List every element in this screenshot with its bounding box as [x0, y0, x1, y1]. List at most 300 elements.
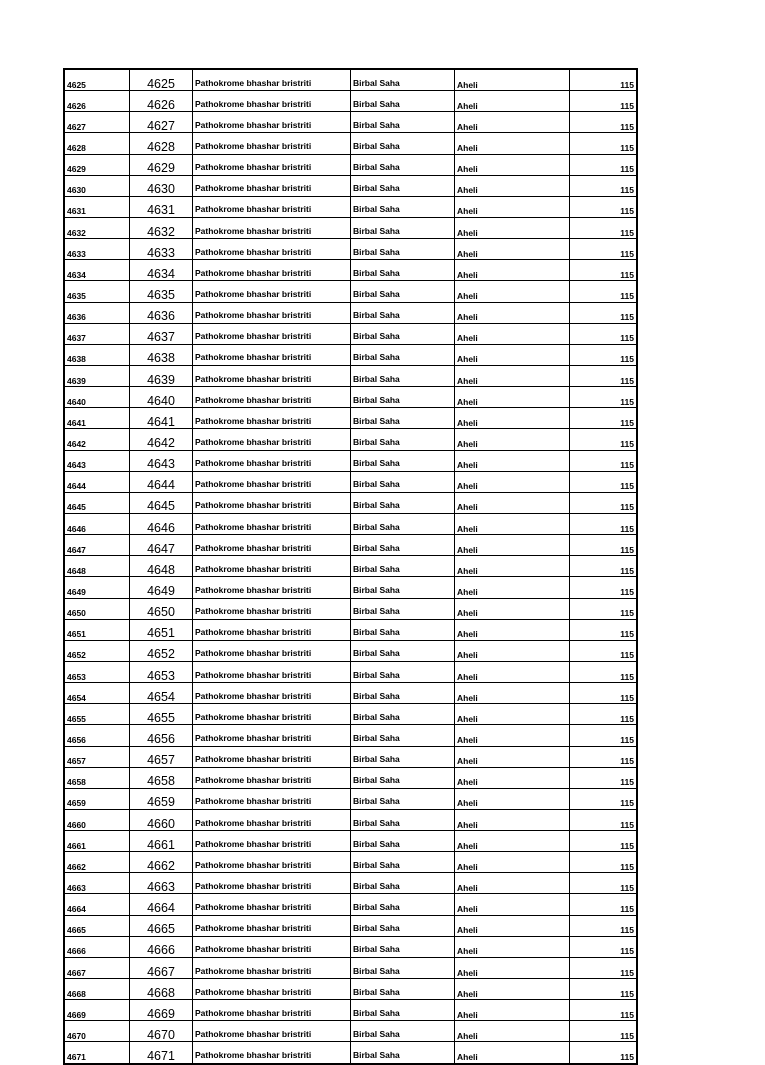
author-cell: Birbal Saha: [351, 894, 455, 915]
accession-number-cell: 4637: [64, 323, 130, 344]
publisher-cell: Aheli: [455, 91, 570, 112]
accession-number-cell: 4632: [64, 217, 130, 238]
serial-number-cell: 4652: [130, 640, 193, 661]
table-row: [64, 154, 637, 175]
author-cell: Birbal Saha: [351, 556, 455, 577]
accession-number-cell: 4655: [64, 704, 130, 725]
accession-number-cell: 4666: [64, 936, 130, 957]
book-title-cell: Pathokrome bhashar bristriti: [193, 69, 351, 91]
author-cell: Birbal Saha: [351, 809, 455, 830]
serial-number-cell: 4637: [130, 323, 193, 344]
serial-number-cell: 4629: [130, 154, 193, 175]
accession-number-cell: 4625: [64, 69, 130, 91]
accession-number-cell: 4646: [64, 513, 130, 534]
table-row: [64, 746, 637, 767]
author-cell: Birbal Saha: [351, 175, 455, 196]
publisher-cell: Aheli: [455, 112, 570, 133]
price-cell: 115: [570, 471, 638, 492]
serial-number-cell: 4666: [130, 936, 193, 957]
serial-number-cell: 4634: [130, 260, 193, 281]
publisher-cell: Aheli: [455, 1042, 570, 1064]
table-row: [64, 788, 637, 809]
serial-number-cell: 4638: [130, 344, 193, 365]
author-cell: Birbal Saha: [351, 661, 455, 682]
book-title-cell: Pathokrome bhashar bristriti: [193, 387, 351, 408]
publisher-cell: Aheli: [455, 260, 570, 281]
accession-number-cell: 4653: [64, 661, 130, 682]
price-cell: 115: [570, 1000, 638, 1021]
author-cell: Birbal Saha: [351, 683, 455, 704]
serial-number-cell: 4663: [130, 873, 193, 894]
table-row: [64, 365, 637, 386]
accession-number-cell: 4662: [64, 852, 130, 873]
author-cell: Birbal Saha: [351, 957, 455, 978]
publisher-cell: Aheli: [455, 746, 570, 767]
book-title-cell: Pathokrome bhashar bristriti: [193, 281, 351, 302]
author-cell: Birbal Saha: [351, 831, 455, 852]
publisher-cell: Aheli: [455, 408, 570, 429]
book-title-cell: Pathokrome bhashar bristriti: [193, 133, 351, 154]
book-title-cell: Pathokrome bhashar bristriti: [193, 640, 351, 661]
serial-number-cell: 4656: [130, 725, 193, 746]
publisher-cell: Aheli: [455, 640, 570, 661]
serial-number-cell: 4650: [130, 598, 193, 619]
publisher-cell: Aheli: [455, 577, 570, 598]
accession-number-cell: 4629: [64, 154, 130, 175]
serial-number-cell: 4668: [130, 979, 193, 1000]
accession-number-cell: 4648: [64, 556, 130, 577]
price-cell: 115: [570, 387, 638, 408]
publisher-cell: Aheli: [455, 450, 570, 471]
table-row: [64, 1000, 637, 1021]
serial-number-cell: 4639: [130, 365, 193, 386]
serial-number-cell: 4636: [130, 302, 193, 323]
price-cell: 115: [570, 365, 638, 386]
price-cell: 115: [570, 852, 638, 873]
table-row: [64, 957, 637, 978]
table-row: [64, 577, 637, 598]
accession-number-cell: 4671: [64, 1042, 130, 1064]
accession-number-cell: 4626: [64, 91, 130, 112]
publisher-cell: Aheli: [455, 133, 570, 154]
book-title-cell: Pathokrome bhashar bristriti: [193, 239, 351, 260]
author-cell: Birbal Saha: [351, 281, 455, 302]
accession-number-cell: 4645: [64, 492, 130, 513]
accession-number-cell: 4663: [64, 873, 130, 894]
table-row: [64, 69, 637, 91]
publisher-cell: Aheli: [455, 239, 570, 260]
author-cell: Birbal Saha: [351, 513, 455, 534]
price-cell: 115: [570, 957, 638, 978]
publisher-cell: Aheli: [455, 217, 570, 238]
price-cell: 115: [570, 556, 638, 577]
author-cell: Birbal Saha: [351, 979, 455, 1000]
publisher-cell: Aheli: [455, 598, 570, 619]
serial-number-cell: 4659: [130, 788, 193, 809]
publisher-cell: Aheli: [455, 492, 570, 513]
publisher-cell: Aheli: [455, 387, 570, 408]
serial-number-cell: 4628: [130, 133, 193, 154]
table-row: [64, 894, 637, 915]
serial-number-cell: 4632: [130, 217, 193, 238]
book-title-cell: Pathokrome bhashar bristriti: [193, 112, 351, 133]
author-cell: Birbal Saha: [351, 577, 455, 598]
price-cell: 115: [570, 619, 638, 640]
book-list-table: [63, 68, 638, 1065]
price-cell: 115: [570, 1021, 638, 1042]
publisher-cell: Aheli: [455, 69, 570, 91]
table-row: [64, 408, 637, 429]
publisher-cell: Aheli: [455, 154, 570, 175]
publisher-cell: Aheli: [455, 281, 570, 302]
price-cell: 115: [570, 535, 638, 556]
serial-number-cell: 4651: [130, 619, 193, 640]
serial-number-cell: 4671: [130, 1042, 193, 1064]
book-title-cell: Pathokrome bhashar bristriti: [193, 408, 351, 429]
accession-number-cell: 4633: [64, 239, 130, 260]
author-cell: Birbal Saha: [351, 260, 455, 281]
book-title-cell: Pathokrome bhashar bristriti: [193, 450, 351, 471]
table-row: [64, 683, 637, 704]
table-row: [64, 936, 637, 957]
publisher-cell: Aheli: [455, 767, 570, 788]
author-cell: Birbal Saha: [351, 492, 455, 513]
author-cell: Birbal Saha: [351, 450, 455, 471]
price-cell: 115: [570, 133, 638, 154]
accession-number-cell: 4635: [64, 281, 130, 302]
accession-number-cell: 4630: [64, 175, 130, 196]
table-row: [64, 323, 637, 344]
publisher-cell: Aheli: [455, 957, 570, 978]
serial-number-cell: 4664: [130, 894, 193, 915]
publisher-cell: Aheli: [455, 936, 570, 957]
author-cell: Birbal Saha: [351, 323, 455, 344]
accession-number-cell: 4643: [64, 450, 130, 471]
price-cell: 115: [570, 936, 638, 957]
accession-number-cell: 4667: [64, 957, 130, 978]
author-cell: Birbal Saha: [351, 387, 455, 408]
table-row: [64, 704, 637, 725]
publisher-cell: Aheli: [455, 1021, 570, 1042]
author-cell: Birbal Saha: [351, 535, 455, 556]
publisher-cell: Aheli: [455, 302, 570, 323]
book-title-cell: Pathokrome bhashar bristriti: [193, 154, 351, 175]
table-row: [64, 852, 637, 873]
accession-number-cell: 4654: [64, 683, 130, 704]
author-cell: Birbal Saha: [351, 598, 455, 619]
book-title-cell: Pathokrome bhashar bristriti: [193, 1000, 351, 1021]
book-title-cell: Pathokrome bhashar bristriti: [193, 788, 351, 809]
publisher-cell: Aheli: [455, 429, 570, 450]
table-row: [64, 302, 637, 323]
serial-number-cell: 4627: [130, 112, 193, 133]
author-cell: Birbal Saha: [351, 133, 455, 154]
author-cell: Birbal Saha: [351, 239, 455, 260]
accession-number-cell: 4668: [64, 979, 130, 1000]
author-cell: Birbal Saha: [351, 1000, 455, 1021]
publisher-cell: Aheli: [455, 196, 570, 217]
accession-number-cell: 4642: [64, 429, 130, 450]
serial-number-cell: 4646: [130, 513, 193, 534]
author-cell: Birbal Saha: [351, 69, 455, 91]
accession-number-cell: 4627: [64, 112, 130, 133]
author-cell: Birbal Saha: [351, 344, 455, 365]
book-title-cell: Pathokrome bhashar bristriti: [193, 936, 351, 957]
author-cell: Birbal Saha: [351, 365, 455, 386]
book-title-cell: Pathokrome bhashar bristriti: [193, 1042, 351, 1064]
accession-number-cell: 4641: [64, 408, 130, 429]
table-row: [64, 239, 637, 260]
author-cell: Birbal Saha: [351, 640, 455, 661]
book-title-cell: Pathokrome bhashar bristriti: [193, 957, 351, 978]
book-title-cell: Pathokrome bhashar bristriti: [193, 767, 351, 788]
publisher-cell: Aheli: [455, 873, 570, 894]
book-title-cell: Pathokrome bhashar bristriti: [193, 344, 351, 365]
price-cell: 115: [570, 894, 638, 915]
book-title-cell: Pathokrome bhashar bristriti: [193, 323, 351, 344]
book-title-cell: Pathokrome bhashar bristriti: [193, 661, 351, 682]
book-title-cell: Pathokrome bhashar bristriti: [193, 809, 351, 830]
book-title-cell: Pathokrome bhashar bristriti: [193, 260, 351, 281]
author-cell: Birbal Saha: [351, 746, 455, 767]
table-row: [64, 260, 637, 281]
book-title-cell: Pathokrome bhashar bristriti: [193, 619, 351, 640]
price-cell: 115: [570, 577, 638, 598]
author-cell: Birbal Saha: [351, 112, 455, 133]
table-row: [64, 556, 637, 577]
price-cell: 115: [570, 809, 638, 830]
price-cell: 115: [570, 513, 638, 534]
serial-number-cell: 4658: [130, 767, 193, 788]
accession-number-cell: 4628: [64, 133, 130, 154]
accession-number-cell: 4631: [64, 196, 130, 217]
publisher-cell: Aheli: [455, 809, 570, 830]
table-row: [64, 429, 637, 450]
price-cell: 115: [570, 788, 638, 809]
table-row: [64, 619, 637, 640]
book-title-cell: Pathokrome bhashar bristriti: [193, 683, 351, 704]
accession-number-cell: 4647: [64, 535, 130, 556]
book-title-cell: Pathokrome bhashar bristriti: [193, 894, 351, 915]
accession-number-cell: 4638: [64, 344, 130, 365]
table-row: [64, 535, 637, 556]
accession-number-cell: 4657: [64, 746, 130, 767]
author-cell: Birbal Saha: [351, 1021, 455, 1042]
table-row: [64, 1021, 637, 1042]
serial-number-cell: 4660: [130, 809, 193, 830]
table-row: [64, 809, 637, 830]
publisher-cell: Aheli: [455, 513, 570, 534]
price-cell: 115: [570, 154, 638, 175]
price-cell: 115: [570, 1042, 638, 1064]
serial-number-cell: 4649: [130, 577, 193, 598]
accession-number-cell: 4640: [64, 387, 130, 408]
price-cell: 115: [570, 91, 638, 112]
table-row: [64, 91, 637, 112]
table-row: [64, 513, 637, 534]
price-cell: 115: [570, 175, 638, 196]
table-row: [64, 175, 637, 196]
table-row: [64, 725, 637, 746]
price-cell: 115: [570, 598, 638, 619]
publisher-cell: Aheli: [455, 831, 570, 852]
author-cell: Birbal Saha: [351, 302, 455, 323]
table-row: [64, 640, 637, 661]
accession-number-cell: 4652: [64, 640, 130, 661]
price-cell: 115: [570, 640, 638, 661]
book-title-cell: Pathokrome bhashar bristriti: [193, 91, 351, 112]
table-row: [64, 281, 637, 302]
table-body: [64, 69, 637, 1064]
serial-number-cell: 4669: [130, 1000, 193, 1021]
serial-number-cell: 4654: [130, 683, 193, 704]
publisher-cell: Aheli: [455, 323, 570, 344]
price-cell: 115: [570, 746, 638, 767]
serial-number-cell: 4648: [130, 556, 193, 577]
serial-number-cell: 4642: [130, 429, 193, 450]
book-title-cell: Pathokrome bhashar bristriti: [193, 831, 351, 852]
accession-number-cell: 4658: [64, 767, 130, 788]
accession-number-cell: 4650: [64, 598, 130, 619]
serial-number-cell: 4662: [130, 852, 193, 873]
price-cell: 115: [570, 661, 638, 682]
table-row: [64, 831, 637, 852]
author-cell: Birbal Saha: [351, 619, 455, 640]
price-cell: 115: [570, 831, 638, 852]
author-cell: Birbal Saha: [351, 936, 455, 957]
book-title-cell: Pathokrome bhashar bristriti: [193, 598, 351, 619]
author-cell: Birbal Saha: [351, 217, 455, 238]
accession-number-cell: 4636: [64, 302, 130, 323]
serial-number-cell: 4657: [130, 746, 193, 767]
book-title-cell: Pathokrome bhashar bristriti: [193, 302, 351, 323]
price-cell: 115: [570, 450, 638, 471]
author-cell: Birbal Saha: [351, 471, 455, 492]
serial-number-cell: 4640: [130, 387, 193, 408]
author-cell: Birbal Saha: [351, 852, 455, 873]
serial-number-cell: 4645: [130, 492, 193, 513]
accession-number-cell: 4651: [64, 619, 130, 640]
accession-number-cell: 4661: [64, 831, 130, 852]
book-title-cell: Pathokrome bhashar bristriti: [193, 492, 351, 513]
author-cell: Birbal Saha: [351, 725, 455, 746]
book-title-cell: Pathokrome bhashar bristriti: [193, 429, 351, 450]
price-cell: 115: [570, 196, 638, 217]
accession-number-cell: 4669: [64, 1000, 130, 1021]
author-cell: Birbal Saha: [351, 915, 455, 936]
book-title-cell: Pathokrome bhashar bristriti: [193, 1021, 351, 1042]
price-cell: 115: [570, 239, 638, 260]
author-cell: Birbal Saha: [351, 429, 455, 450]
serial-number-cell: 4655: [130, 704, 193, 725]
table-row: [64, 492, 637, 513]
accession-number-cell: 4656: [64, 725, 130, 746]
book-title-cell: Pathokrome bhashar bristriti: [193, 471, 351, 492]
author-cell: Birbal Saha: [351, 767, 455, 788]
book-title-cell: Pathokrome bhashar bristriti: [193, 175, 351, 196]
serial-number-cell: 4635: [130, 281, 193, 302]
accession-number-cell: 4659: [64, 788, 130, 809]
table-row: [64, 873, 637, 894]
serial-number-cell: 4641: [130, 408, 193, 429]
publisher-cell: Aheli: [455, 619, 570, 640]
serial-number-cell: 4633: [130, 239, 193, 260]
book-title-cell: Pathokrome bhashar bristriti: [193, 196, 351, 217]
publisher-cell: Aheli: [455, 661, 570, 682]
price-cell: 115: [570, 725, 638, 746]
publisher-cell: Aheli: [455, 556, 570, 577]
book-title-cell: Pathokrome bhashar bristriti: [193, 535, 351, 556]
serial-number-cell: 4653: [130, 661, 193, 682]
accession-number-cell: 4664: [64, 894, 130, 915]
table-row: [64, 196, 637, 217]
publisher-cell: Aheli: [455, 344, 570, 365]
accession-number-cell: 4644: [64, 471, 130, 492]
table-row: [64, 387, 637, 408]
publisher-cell: Aheli: [455, 788, 570, 809]
price-cell: 115: [570, 260, 638, 281]
price-cell: 115: [570, 302, 638, 323]
author-cell: Birbal Saha: [351, 196, 455, 217]
price-cell: 115: [570, 429, 638, 450]
table-row: [64, 133, 637, 154]
table-row: [64, 450, 637, 471]
book-title-cell: Pathokrome bhashar bristriti: [193, 577, 351, 598]
book-title-cell: Pathokrome bhashar bristriti: [193, 217, 351, 238]
publisher-cell: Aheli: [455, 683, 570, 704]
author-cell: Birbal Saha: [351, 788, 455, 809]
table-row: [64, 1042, 637, 1064]
book-title-cell: Pathokrome bhashar bristriti: [193, 746, 351, 767]
price-cell: 115: [570, 323, 638, 344]
accession-number-cell: 4670: [64, 1021, 130, 1042]
serial-number-cell: 4630: [130, 175, 193, 196]
price-cell: 115: [570, 979, 638, 1000]
book-title-cell: Pathokrome bhashar bristriti: [193, 979, 351, 1000]
publisher-cell: Aheli: [455, 704, 570, 725]
serial-number-cell: 4644: [130, 471, 193, 492]
publisher-cell: Aheli: [455, 979, 570, 1000]
price-cell: 115: [570, 217, 638, 238]
author-cell: Birbal Saha: [351, 154, 455, 175]
serial-number-cell: 4626: [130, 91, 193, 112]
accession-number-cell: 4649: [64, 577, 130, 598]
author-cell: Birbal Saha: [351, 91, 455, 112]
author-cell: Birbal Saha: [351, 408, 455, 429]
publisher-cell: Aheli: [455, 894, 570, 915]
price-cell: 115: [570, 492, 638, 513]
serial-number-cell: 4665: [130, 915, 193, 936]
publisher-cell: Aheli: [455, 175, 570, 196]
serial-number-cell: 4647: [130, 535, 193, 556]
table-row: [64, 344, 637, 365]
accession-number-cell: 4660: [64, 809, 130, 830]
publisher-cell: Aheli: [455, 915, 570, 936]
table-row: [64, 112, 637, 133]
serial-number-cell: 4625: [130, 69, 193, 91]
book-title-cell: Pathokrome bhashar bristriti: [193, 556, 351, 577]
author-cell: Birbal Saha: [351, 873, 455, 894]
table-row: [64, 661, 637, 682]
price-cell: 115: [570, 344, 638, 365]
book-title-cell: Pathokrome bhashar bristriti: [193, 852, 351, 873]
accession-number-cell: 4665: [64, 915, 130, 936]
price-cell: 115: [570, 408, 638, 429]
serial-number-cell: 4643: [130, 450, 193, 471]
publisher-cell: Aheli: [455, 852, 570, 873]
price-cell: 115: [570, 69, 638, 91]
book-title-cell: Pathokrome bhashar bristriti: [193, 365, 351, 386]
